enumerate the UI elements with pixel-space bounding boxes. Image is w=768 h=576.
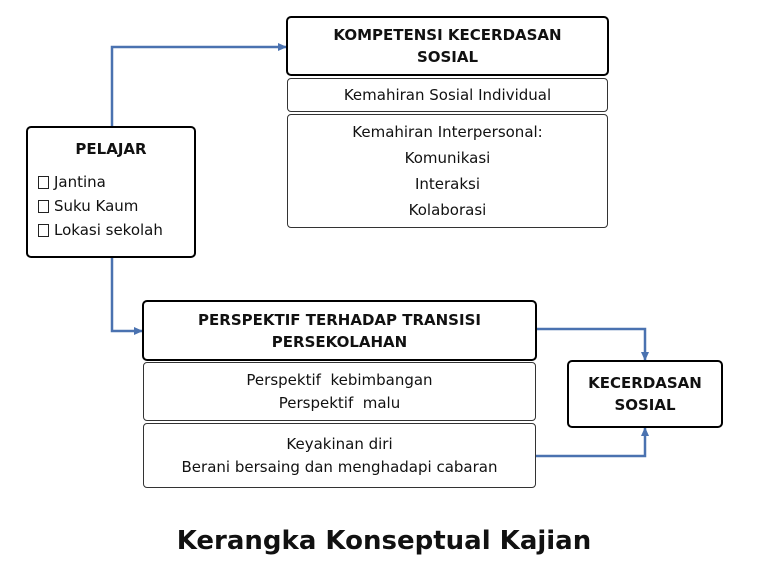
interpersonal-skills-box <box>287 114 608 228</box>
student-item-school-location: Lokasi sekolah <box>54 221 163 239</box>
competence-title-line1: KOMPETENSI KECERDASAN <box>333 26 562 44</box>
confidence-box <box>143 423 536 488</box>
competitive-label: Berani bersaing dan menghadapi cabaran <box>181 457 498 476</box>
perspective-header-box <box>142 300 537 361</box>
perspective-feelings-box <box>143 362 536 421</box>
interpersonal-communication: Komunikasi <box>404 149 491 167</box>
list-item <box>38 194 194 218</box>
intelligence-title-line2: SOSIAL <box>614 396 676 414</box>
student-title: PELAJAR <box>75 140 147 158</box>
student-item-ethnicity: Suku Kaum <box>54 197 139 215</box>
intelligence-title-line1: KECERDASAN <box>588 374 702 392</box>
competence-header-box <box>286 16 609 76</box>
list-item <box>38 170 194 194</box>
perspective-title-line1: PERSPEKTIF TERHADAP TRANSISI <box>198 310 481 329</box>
perspective-anxiety: Perspektif kebimbangan <box>246 370 433 389</box>
individual-skills-label: Kemahiran Sosial Individual <box>343 85 552 104</box>
student-box <box>26 126 196 258</box>
list-item <box>38 218 194 242</box>
arrow-student-to-competence <box>112 47 286 126</box>
perspective-shyness: Perspektif malu <box>278 393 401 412</box>
social-intelligence-box <box>567 360 723 428</box>
arrow-student-to-perspective <box>112 258 142 331</box>
interpersonal-interaction: Interaksi <box>414 175 481 193</box>
diagram-caption: Kerangka Konseptual Kajian <box>176 526 592 556</box>
perspective-title-line2: PERSEKOLAHAN <box>271 332 408 351</box>
interpersonal-collaboration: Kolaborasi <box>408 201 487 219</box>
checkbox-glyph-icon <box>38 224 49 237</box>
arrow-confidence-to-intelligence <box>536 428 645 456</box>
checkbox-glyph-icon <box>38 200 49 213</box>
student-item-gender: Jantina <box>54 173 106 191</box>
interpersonal-heading: Kemahiran Interpersonal: <box>352 123 543 141</box>
student-attribute-list <box>28 170 194 242</box>
arrow-perspective-to-intelligence <box>536 329 645 360</box>
confidence-label: Keyakinan diri <box>286 434 393 453</box>
checkbox-glyph-icon <box>38 176 49 189</box>
individual-skills-box <box>287 78 608 112</box>
competence-title-line2: SOSIAL <box>416 48 479 66</box>
